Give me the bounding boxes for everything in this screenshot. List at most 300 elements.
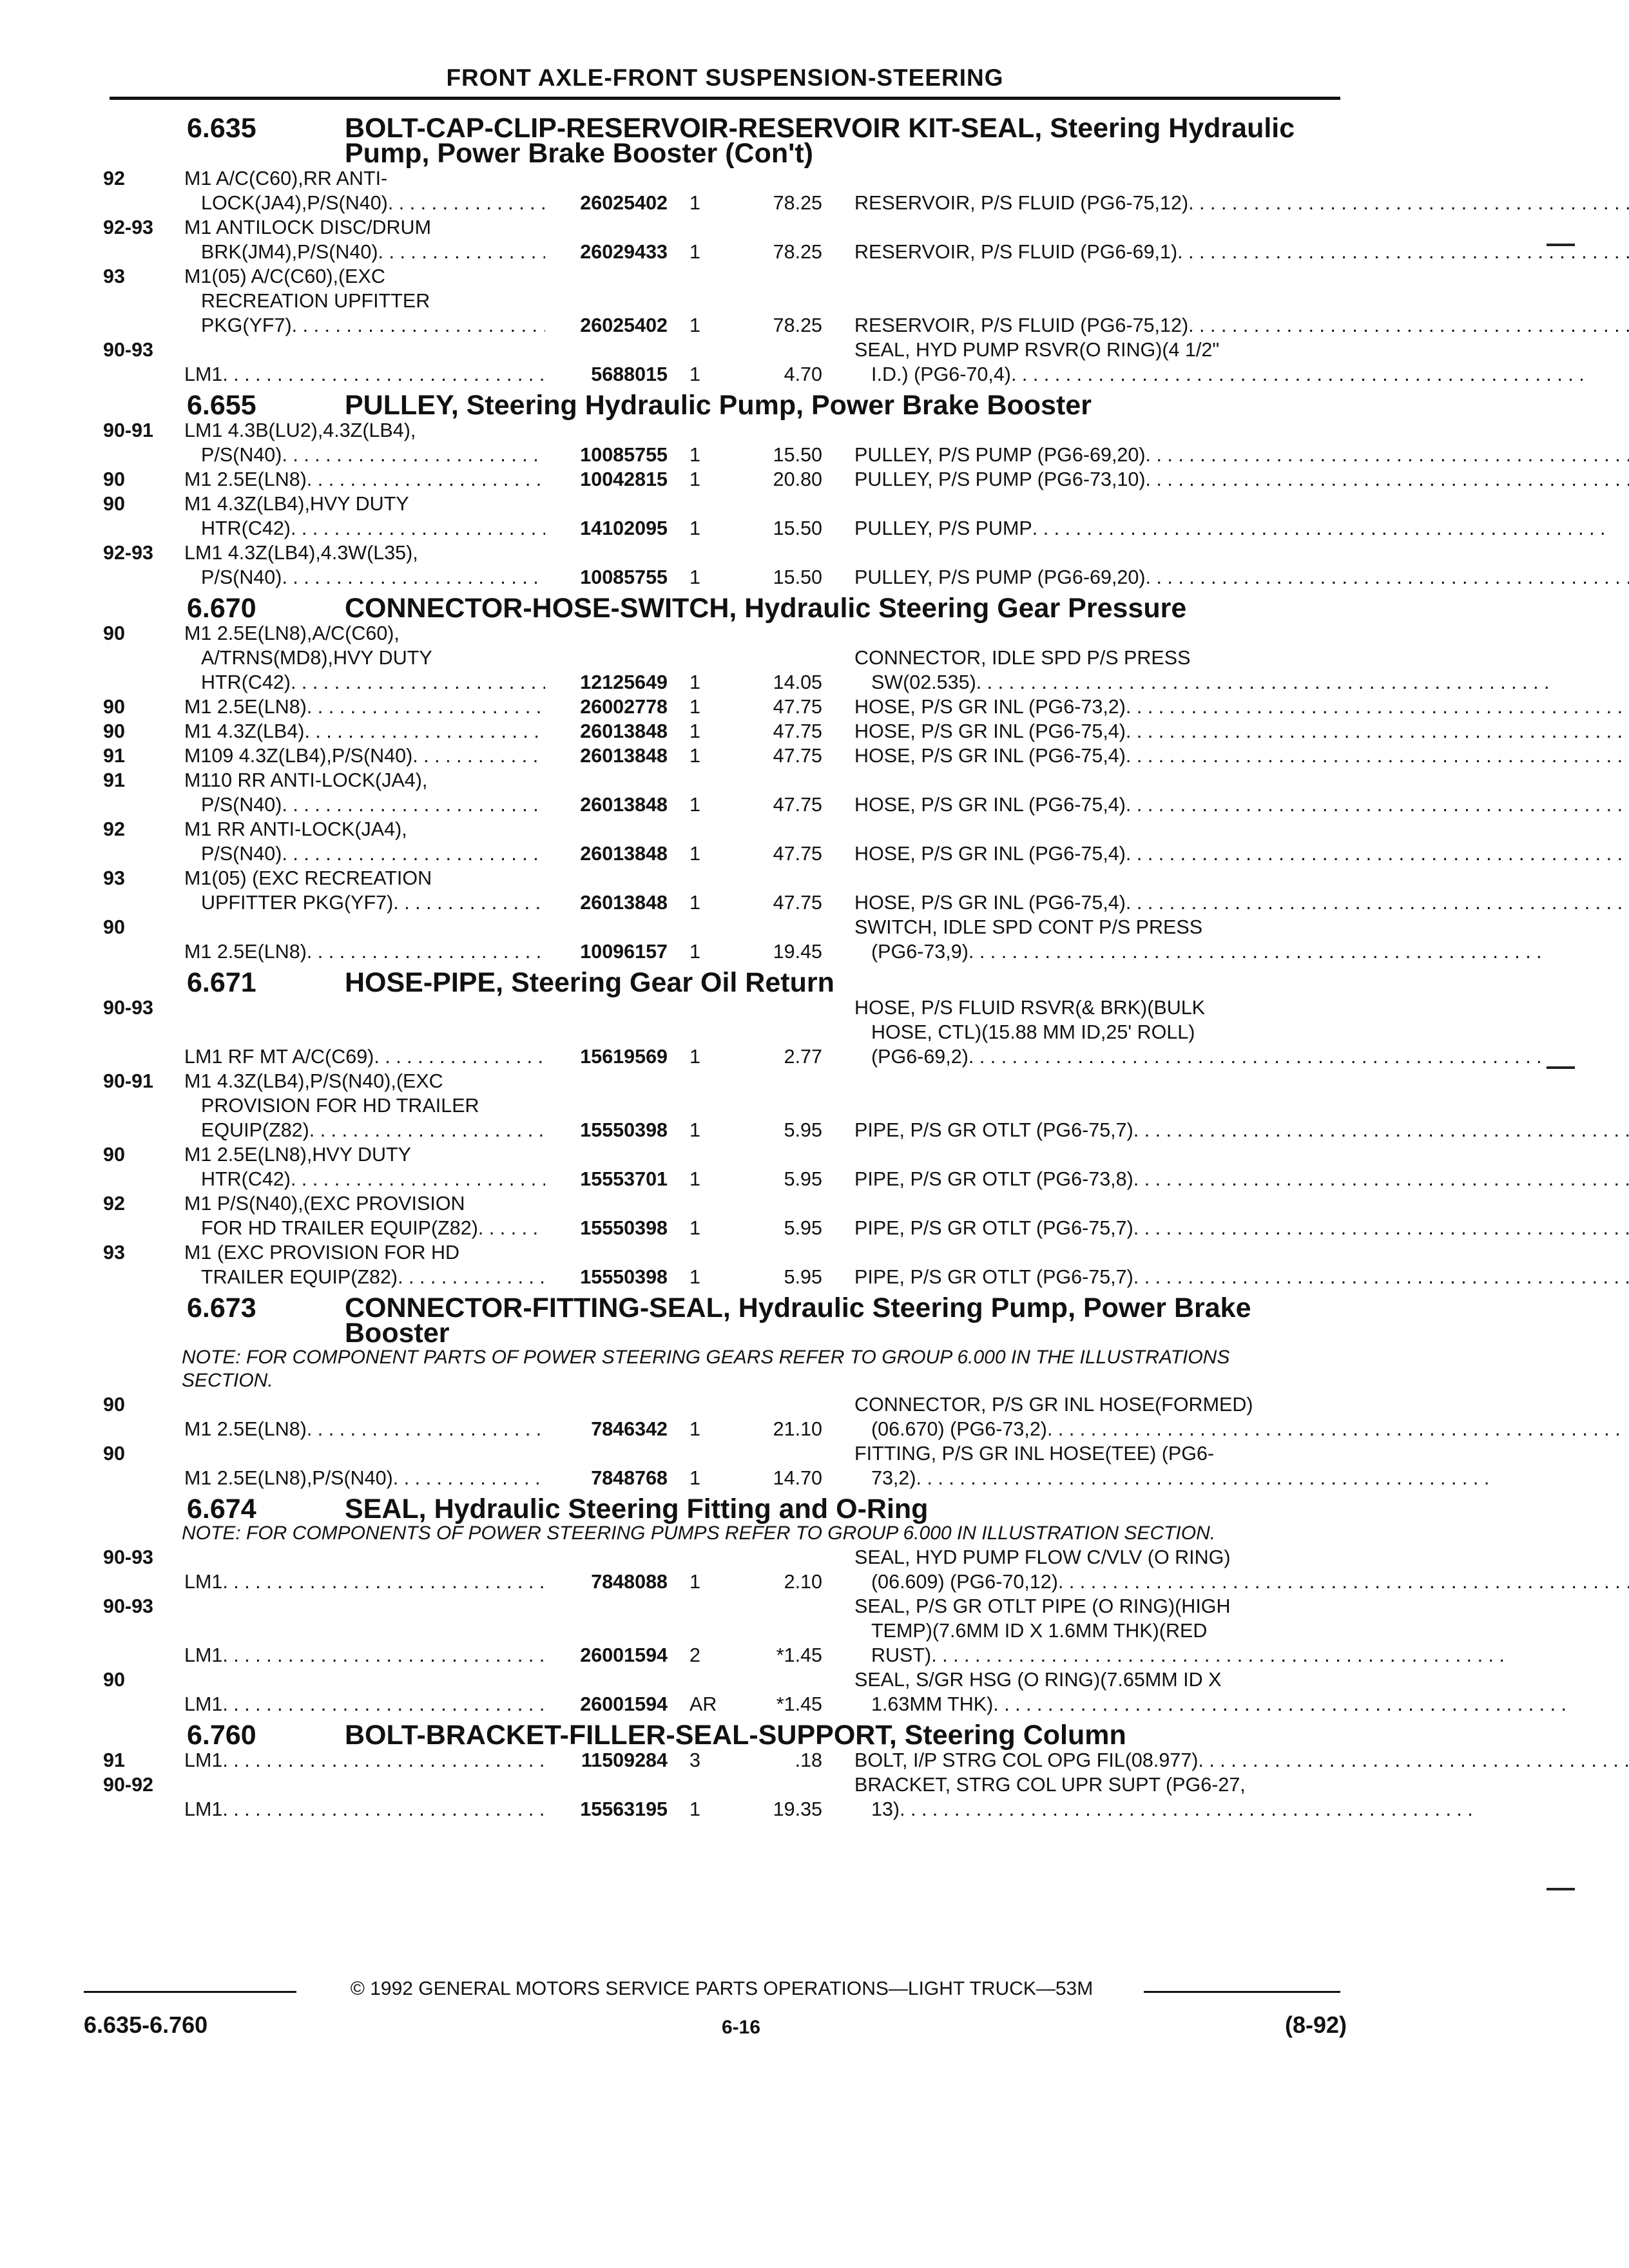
price: .18	[795, 1749, 822, 1771]
part-description-line	[854, 744, 1629, 768]
part-description	[854, 443, 1629, 467]
part-description	[854, 191, 1629, 215]
part-description-text: PULLEY, P/S PUMP	[854, 517, 1032, 539]
price: 2.10	[784, 1571, 822, 1593]
section-title: CONNECTOR-FITTING-SEAL, Hydraulic Steering Pump, Power Brake Booster	[345, 1293, 1251, 1349]
section-heading	[187, 113, 1347, 169]
price: 47.75	[773, 745, 822, 767]
application-text: LM1 RF MT A/C(C69)	[184, 1046, 374, 1068]
price: 14.70	[773, 1467, 822, 1489]
catalog-section	[103, 967, 1347, 1289]
part-description-line	[854, 1216, 1629, 1240]
quantity: 1	[689, 671, 700, 693]
dot-leader	[304, 719, 545, 744]
part-description-text: HOSE, P/S FLUID RSVR(& BRK)(BULK	[854, 997, 1206, 1019]
application-line	[184, 1643, 545, 1667]
application-line: M1 ANTILOCK DISC/DRUM	[184, 216, 431, 238]
dot-leader	[900, 1797, 1473, 1821]
part-description-text: 73,2)	[871, 1467, 916, 1489]
quantity: 1	[689, 1798, 700, 1820]
part-number: 10085755	[580, 566, 668, 588]
application-text: M1 2.5E(LN8)	[184, 468, 307, 490]
table-row	[103, 768, 1347, 817]
model-years: 90	[103, 916, 125, 938]
application-text: LM1	[184, 1571, 223, 1593]
section-heading	[187, 390, 1347, 421]
section-number: 6.671	[187, 967, 256, 998]
dot-leader	[976, 670, 1550, 695]
part-number: 15563195	[580, 1798, 668, 1820]
application-text: M1 4.3Z(LB4)	[184, 720, 305, 742]
application-line	[184, 467, 545, 492]
quantity: 1	[689, 720, 700, 742]
application-description	[184, 1643, 545, 1667]
dot-leader	[222, 362, 545, 387]
quantity: 1	[689, 1217, 700, 1239]
table-row	[103, 1142, 1347, 1191]
dot-leader	[307, 695, 545, 719]
price: 2.77	[784, 1046, 822, 1068]
part-description-line	[854, 1619, 1505, 1643]
part-description-text: (PG6-73,9)	[871, 941, 969, 963]
section-title: SEAL, Hydraulic Steering Fitting and O-Ring	[345, 1494, 929, 1524]
part-description	[854, 915, 1542, 964]
dot-leader	[307, 939, 545, 964]
quantity: 1	[689, 1571, 700, 1593]
part-description	[854, 467, 1629, 492]
quantity: 1	[689, 1046, 700, 1068]
part-description-text: (PG6-69,2)	[871, 1046, 969, 1068]
price: 4.70	[784, 363, 822, 385]
dot-leader	[291, 516, 545, 541]
part-number: 11509284	[581, 1749, 668, 1771]
part-description-line	[854, 939, 1542, 964]
application-description	[184, 418, 545, 467]
dot-leader	[916, 1466, 1490, 1490]
part-number: 7848768	[591, 1467, 668, 1489]
model-years: 91	[103, 1749, 125, 1771]
application-line	[184, 362, 545, 387]
part-description-text: 1.63MM THK)	[871, 1693, 994, 1715]
section-heading	[187, 967, 1347, 998]
section-number: 6.760	[187, 1720, 256, 1751]
part-description	[854, 1216, 1629, 1240]
application-line: M1(05) (EXC RECREATION	[184, 867, 432, 889]
part-description	[854, 744, 1629, 768]
application-description	[184, 215, 545, 264]
section-note: NOTE: FOR COMPONENTS OF POWER STEERING PUMPS REFER TO GROUP 6.000 IN ILLUSTRATION SECTION.	[182, 1523, 1216, 1544]
section-number: 6.673	[187, 1293, 256, 1323]
table-row	[103, 1191, 1347, 1240]
price: 21.10	[773, 1418, 822, 1440]
application-text: UPFITTER PKG(YF7)	[201, 892, 394, 914]
application-line	[184, 1265, 545, 1289]
part-description-text: SEAL, P/S GR OTLT PIPE (O RING)(HIGH	[854, 1595, 1231, 1617]
application-description	[184, 1748, 545, 1773]
part-number: 26025402	[580, 192, 668, 214]
application-line: PROVISION FOR HD TRAILER	[201, 1095, 479, 1117]
part-description-text: SEAL, HYD PUMP FLOW C/VLV (O RING)	[854, 1546, 1231, 1568]
dot-leader	[291, 670, 545, 695]
part-description-line	[854, 1020, 1542, 1044]
dot-leader	[388, 191, 545, 215]
application-line	[184, 1466, 545, 1490]
catalog-section	[103, 1293, 1347, 1490]
dot-leader	[1198, 1748, 1629, 1773]
part-description-text: RUST)	[871, 1644, 932, 1666]
dot-leader	[307, 1417, 545, 1441]
part-description-text: PIPE, P/S GR OTLT (PG6-73,8)	[854, 1168, 1133, 1190]
part-description-line	[854, 1545, 1629, 1570]
price: 15.50	[773, 517, 822, 539]
part-description	[854, 1392, 1621, 1441]
model-years: 92-93	[103, 542, 154, 564]
part-description-line	[854, 995, 1542, 1020]
application-description	[184, 166, 545, 215]
part-description-text: BOLT, I/P STRG COL OPG FIL(08.977)	[854, 1749, 1199, 1771]
quantity: 1	[689, 1418, 700, 1440]
application-line	[184, 1797, 545, 1821]
price: 19.45	[773, 941, 822, 963]
part-number: 26013848	[580, 745, 668, 767]
table-row	[103, 695, 1347, 719]
dot-leader	[393, 1466, 545, 1490]
part-description-text: PULLEY, P/S PUMP (PG6-69,20)	[854, 566, 1146, 588]
part-description	[854, 1118, 1629, 1142]
quantity: 2	[689, 1644, 700, 1666]
section-number: 6.670	[187, 593, 256, 624]
dot-leader	[282, 841, 545, 866]
dot-leader	[1133, 1167, 1629, 1191]
part-description-line	[854, 516, 1606, 541]
application-description	[184, 1466, 545, 1490]
part-description	[854, 695, 1629, 719]
part-description-line	[854, 1692, 1566, 1716]
part-description-text: HOSE, P/S GR INL (PG6-75,4)	[854, 794, 1126, 816]
quantity: 1	[689, 1266, 700, 1288]
dot-leader	[292, 313, 545, 338]
model-years: 90-93	[103, 1595, 154, 1617]
footer-page-number: 6-16	[721, 2017, 761, 2038]
parts-catalog-content	[103, 110, 1347, 1821]
part-description-line	[854, 240, 1629, 264]
application-line: M1 A/C(C60),RR ANTI-	[184, 168, 388, 189]
part-description	[854, 890, 1629, 915]
part-description-line	[854, 1643, 1505, 1667]
dot-leader	[282, 565, 545, 590]
application-text: M1 2.5E(LN8),P/S(N40)	[184, 1467, 393, 1489]
section-heading	[187, 1494, 1347, 1524]
part-number: 5688015	[591, 363, 668, 385]
application-description	[184, 1692, 545, 1716]
part-description-line	[854, 443, 1629, 467]
model-years: 93	[103, 1242, 125, 1264]
table-row	[103, 166, 1347, 215]
footer-date: (8-92)	[1284, 2012, 1347, 2038]
application-text: M1 2.5E(LN8)	[184, 696, 307, 718]
model-years: 90-93	[103, 1546, 154, 1568]
table-row	[103, 1594, 1347, 1667]
dot-leader	[282, 793, 545, 817]
part-description-line	[854, 467, 1629, 492]
part-description	[854, 1773, 1473, 1821]
application-line	[184, 841, 545, 866]
part-description	[854, 719, 1629, 744]
table-row	[103, 1240, 1347, 1289]
dot-leader	[1188, 191, 1629, 215]
dot-leader	[1126, 695, 1629, 719]
price: 5.95	[784, 1168, 822, 1190]
application-description	[184, 621, 545, 695]
dot-leader	[307, 467, 545, 492]
application-text: P/S(N40)	[201, 444, 282, 466]
quantity: 1	[689, 241, 700, 263]
part-description-line	[854, 670, 1550, 695]
dot-leader	[222, 1692, 545, 1716]
price: 47.75	[773, 843, 822, 865]
application-text: LOCK(JA4),P/S(N40)	[201, 192, 388, 214]
application-line	[184, 1570, 545, 1594]
dot-leader	[1126, 719, 1629, 744]
model-years: 90	[103, 493, 125, 515]
price: *1.45	[776, 1693, 822, 1715]
quantity: 1	[689, 444, 700, 466]
model-years: 90-91	[103, 1070, 154, 1092]
application-text: TRAILER EQUIP(Z82)	[201, 1266, 398, 1288]
application-line: M1 2.5E(LN8),HVY DUTY	[184, 1144, 411, 1166]
quantity: AR	[689, 1693, 717, 1715]
dot-leader	[1146, 565, 1629, 590]
part-description-line	[854, 1167, 1629, 1191]
application-description	[184, 1797, 545, 1821]
application-line	[184, 1118, 545, 1142]
part-number: 7848088	[591, 1571, 668, 1593]
application-text: HTR(C42)	[201, 1168, 291, 1190]
application-text: M1 2.5E(LN8)	[184, 1418, 307, 1440]
price: 78.25	[773, 241, 822, 263]
application-line: M110 RR ANTI-LOCK(JA4),	[184, 769, 428, 791]
part-description-line	[854, 362, 1585, 387]
part-description	[854, 516, 1606, 541]
part-description-text: I.D.) (PG6-70,4)	[871, 363, 1011, 385]
dot-leader	[1126, 890, 1629, 915]
dot-leader	[1133, 1265, 1629, 1289]
price: 15.50	[773, 444, 822, 466]
part-description-line	[854, 1570, 1629, 1594]
part-description-text: RESERVOIR, P/S FLUID (PG6-75,12)	[854, 314, 1189, 336]
part-description	[854, 646, 1550, 695]
model-years: 92-93	[103, 216, 154, 238]
dot-leader	[969, 1044, 1542, 1069]
part-number: 26025402	[580, 314, 668, 336]
application-line: M1 P/S(N40),(EXC PROVISION	[184, 1193, 465, 1215]
section-heading	[187, 1720, 1347, 1751]
part-description	[854, 995, 1542, 1069]
catalog-section	[103, 1720, 1347, 1821]
price: 78.25	[773, 192, 822, 214]
application-text: FOR HD TRAILER EQUIP(Z82)	[201, 1217, 478, 1239]
part-description-line	[854, 338, 1585, 362]
part-description-line	[854, 793, 1629, 817]
section-title: BOLT-CAP-CLIP-RESERVOIR-RESERVOIR KIT-SEAL, Steering Hydraulic Pump, Power Brake Booster (Con't)	[345, 113, 1295, 169]
part-description-line	[854, 1441, 1489, 1466]
price: 78.25	[773, 314, 822, 336]
table-row	[103, 1069, 1347, 1142]
part-description	[854, 1265, 1629, 1289]
margin-mark	[1547, 1066, 1575, 1069]
application-line: RECREATION UPFITTER	[201, 290, 430, 312]
part-description-text: PIPE, P/S GR OTLT (PG6-75,7)	[854, 1217, 1133, 1239]
model-years: 93	[103, 867, 125, 889]
part-description-text: SEAL, HYD PUMP RSVR(O RING)(4 1/2"	[854, 339, 1220, 361]
section-number: 6.655	[187, 390, 256, 421]
table-row	[103, 621, 1347, 695]
table-row	[103, 866, 1347, 915]
part-description-text: HOSE, P/S GR INL (PG6-73,2)	[854, 696, 1126, 718]
part-number: 26002778	[580, 696, 668, 718]
application-line	[184, 719, 545, 744]
part-description-line	[854, 565, 1629, 590]
part-number: 26013848	[580, 892, 668, 914]
footer-rule-right	[1144, 1991, 1340, 1993]
application-line	[184, 1417, 545, 1441]
table-row	[103, 1441, 1347, 1490]
table-row	[103, 467, 1347, 492]
application-description	[184, 719, 545, 744]
part-description-text: SEAL, S/GR HSG (O RING)(7.65MM ID X	[854, 1669, 1222, 1691]
quantity: 1	[689, 1119, 700, 1141]
section-title: BOLT-BRACKET-FILLER-SEAL-SUPPORT, Steering Column	[345, 1720, 1126, 1751]
quantity: 1	[689, 314, 700, 336]
section-title: CONNECTOR-HOSE-SWITCH, Hydraulic Steering Gear Pressure	[345, 593, 1187, 624]
table-row	[103, 915, 1347, 964]
part-description-line	[854, 191, 1629, 215]
part-description-line	[854, 1118, 1629, 1142]
quantity: 1	[689, 794, 700, 816]
part-number: 7846342	[591, 1418, 668, 1440]
quantity: 1	[689, 468, 700, 490]
part-description-text: (06.609) (PG6-70,12)	[871, 1571, 1058, 1593]
model-years: 93	[103, 265, 125, 287]
model-years: 90-91	[103, 419, 154, 441]
application-description	[184, 1142, 545, 1191]
application-description	[184, 467, 545, 492]
part-number: 15550398	[580, 1217, 668, 1239]
model-years: 92	[103, 1193, 125, 1215]
price: 19.35	[773, 1798, 822, 1820]
margin-mark	[1547, 1888, 1575, 1890]
part-number: 26029433	[580, 241, 668, 263]
model-years: 91	[103, 745, 125, 767]
dot-leader	[222, 1797, 545, 1821]
table-row	[103, 1545, 1347, 1594]
application-line	[184, 744, 545, 768]
model-years: 90-93	[103, 997, 154, 1019]
application-description	[184, 541, 545, 590]
part-description-text: HOSE, P/S GR INL (PG6-75,4)	[854, 720, 1126, 742]
dot-leader	[378, 240, 545, 264]
part-number: 26013848	[580, 720, 668, 742]
dot-leader	[222, 1570, 545, 1594]
price: 14.05	[773, 671, 822, 693]
part-description-line	[854, 313, 1629, 338]
application-line	[184, 695, 545, 719]
part-number: 10096157	[580, 941, 668, 963]
dot-leader	[309, 1118, 545, 1142]
application-line: M1 4.3Z(LB4),P/S(N40),(EXC	[184, 1070, 443, 1092]
model-years: 90	[103, 1394, 125, 1416]
table-row	[103, 1667, 1347, 1716]
table-row	[103, 338, 1347, 387]
catalog-section	[103, 1494, 1347, 1716]
section-title: HOSE-PIPE, Steering Gear Oil Return	[345, 967, 834, 998]
part-description-line	[854, 1748, 1629, 1773]
section-number: 6.635	[187, 113, 256, 144]
part-description	[854, 1594, 1505, 1667]
part-description	[854, 1167, 1629, 1191]
table-row	[103, 1392, 1347, 1441]
part-description-line	[854, 1466, 1489, 1490]
application-description	[184, 695, 545, 719]
part-description-line	[854, 719, 1629, 744]
application-line: M1 4.3Z(LB4),HVY DUTY	[184, 493, 409, 515]
dot-leader	[1126, 841, 1629, 866]
model-years: 91	[103, 769, 125, 791]
application-line	[184, 516, 545, 541]
dot-leader	[393, 890, 545, 915]
application-text: LM1	[184, 363, 223, 385]
catalog-section	[103, 113, 1347, 387]
part-description	[854, 841, 1629, 866]
part-description-text: (06.670) (PG6-73,2)	[871, 1418, 1047, 1440]
application-line: A/TRNS(MD8),HVY DUTY	[201, 647, 432, 669]
application-line: M1 (EXC PROVISION FOR HD	[184, 1242, 460, 1264]
application-text: EQUIP(Z82)	[201, 1119, 309, 1141]
part-description-line	[854, 915, 1542, 939]
dot-leader	[1146, 443, 1629, 467]
application-line	[184, 1748, 545, 1773]
dot-leader	[1126, 744, 1629, 768]
model-years: 90	[103, 1669, 125, 1691]
application-text: HTR(C42)	[201, 671, 291, 693]
model-years: 90	[103, 1443, 125, 1465]
part-description-text: SWITCH, IDLE SPD CONT P/S PRESS	[854, 916, 1203, 938]
table-row	[103, 1773, 1347, 1821]
part-number: 15550398	[580, 1266, 668, 1288]
price: 15.50	[773, 566, 822, 588]
table-row	[103, 492, 1347, 541]
part-number: 26013848	[580, 794, 668, 816]
part-description	[854, 1667, 1566, 1716]
part-description	[854, 565, 1629, 590]
application-text: P/S(N40)	[201, 566, 282, 588]
part-description-line	[854, 1265, 1629, 1289]
dot-leader	[969, 939, 1542, 964]
part-description-text: RESERVOIR, P/S FLUID (PG6-75,12)	[854, 192, 1189, 214]
part-description-text: RESERVOIR, P/S FLUID (PG6-69,1)	[854, 241, 1178, 263]
quantity: 1	[689, 566, 700, 588]
dot-leader	[931, 1643, 1505, 1667]
application-text: LM1	[184, 1798, 223, 1820]
application-line	[184, 240, 545, 264]
application-text: HTR(C42)	[201, 517, 291, 539]
section-title: PULLEY, Steering Hydraulic Pump, Power Brake Booster	[345, 390, 1092, 421]
price: 47.75	[773, 892, 822, 914]
application-text: M109 4.3Z(LB4),P/S(N40)	[184, 745, 413, 767]
dot-leader	[398, 1265, 545, 1289]
part-description-line	[854, 1044, 1542, 1069]
application-description	[184, 866, 545, 915]
